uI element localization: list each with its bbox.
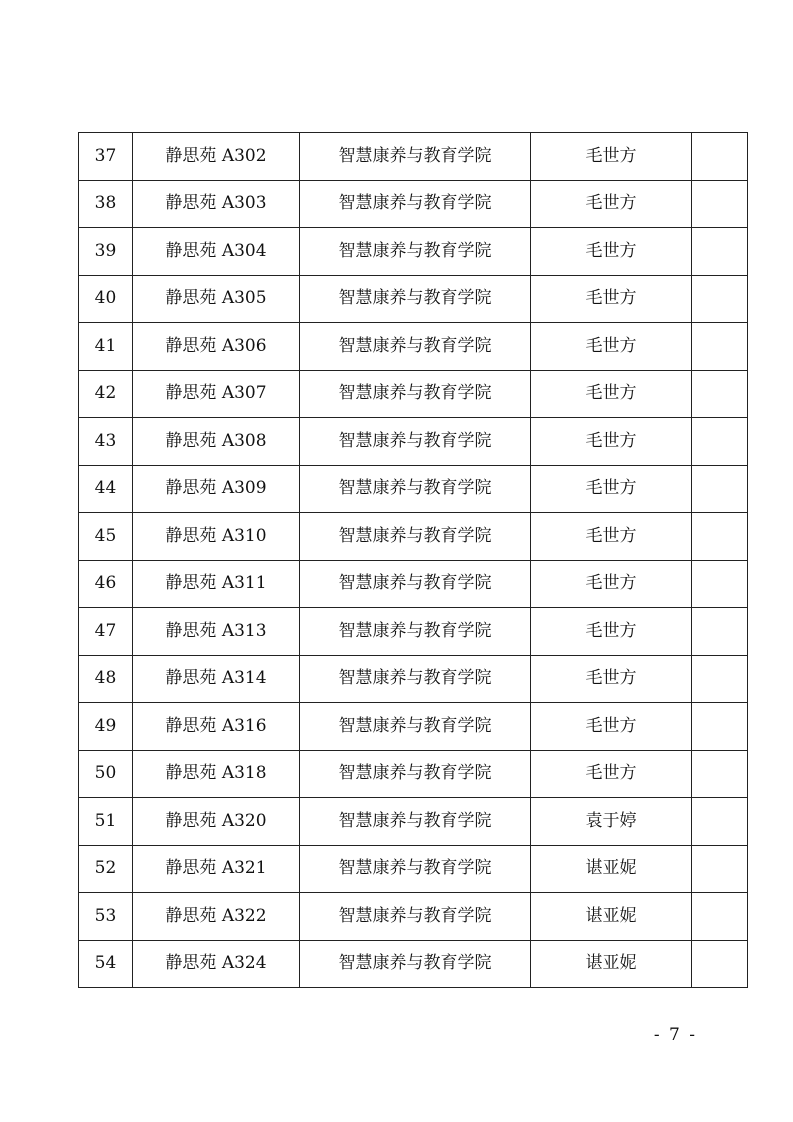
- note-cell: [692, 323, 748, 371]
- college-cell: 智慧康养与教育学院: [300, 133, 531, 181]
- person-cell: 毛世方: [531, 133, 692, 181]
- room-cell: 静思苑 A303: [133, 180, 300, 228]
- college-cell: 智慧康养与教育学院: [300, 608, 531, 656]
- college-cell: 智慧康养与教育学院: [300, 703, 531, 751]
- college-cell: 智慧康养与教育学院: [300, 893, 531, 941]
- person-cell: 毛世方: [531, 560, 692, 608]
- room-cell: 静思苑 A321: [133, 845, 300, 893]
- row-number-cell: 40: [79, 275, 133, 323]
- room-cell: 静思苑 A316: [133, 703, 300, 751]
- note-cell: [692, 465, 748, 513]
- table-row: [79, 845, 748, 893]
- person-cell: 谌亚妮: [531, 893, 692, 941]
- college-cell: 智慧康养与教育学院: [300, 940, 531, 988]
- room-cell: 静思苑 A313: [133, 608, 300, 656]
- note-cell: [692, 513, 748, 561]
- college-cell: 智慧康养与教育学院: [300, 750, 531, 798]
- row-number-cell: 53: [79, 893, 133, 941]
- person-cell: 毛世方: [531, 418, 692, 466]
- college-cell: 智慧康养与教育学院: [300, 275, 531, 323]
- person-cell: 袁于婷: [531, 798, 692, 846]
- row-number-cell: 46: [79, 560, 133, 608]
- note-cell: [692, 608, 748, 656]
- note-cell: [692, 418, 748, 466]
- note-cell: [692, 893, 748, 941]
- room-cell: 静思苑 A307: [133, 370, 300, 418]
- table-row: [79, 133, 748, 181]
- room-cell: 静思苑 A306: [133, 323, 300, 371]
- person-cell: 毛世方: [531, 228, 692, 276]
- note-cell: [692, 275, 748, 323]
- table-row: [79, 893, 748, 941]
- college-cell: 智慧康养与教育学院: [300, 798, 531, 846]
- row-number-cell: 48: [79, 655, 133, 703]
- note-cell: [692, 750, 748, 798]
- note-cell: [692, 940, 748, 988]
- room-cell: 静思苑 A309: [133, 465, 300, 513]
- room-cell: 静思苑 A305: [133, 275, 300, 323]
- row-number-cell: 37: [79, 133, 133, 181]
- note-cell: [692, 845, 748, 893]
- room-cell: 静思苑 A311: [133, 560, 300, 608]
- row-number-cell: 47: [79, 608, 133, 656]
- table-row: [79, 703, 748, 751]
- table-row: [79, 465, 748, 513]
- room-cell: 静思苑 A320: [133, 798, 300, 846]
- note-cell: [692, 560, 748, 608]
- table-row: [79, 275, 748, 323]
- room-cell: 静思苑 A310: [133, 513, 300, 561]
- person-cell: 毛世方: [531, 655, 692, 703]
- college-cell: 智慧康养与教育学院: [300, 370, 531, 418]
- person-cell: 毛世方: [531, 608, 692, 656]
- table-row: [79, 655, 748, 703]
- row-number-cell: 42: [79, 370, 133, 418]
- room-cell: 静思苑 A322: [133, 893, 300, 941]
- table-row: [79, 418, 748, 466]
- row-number-cell: 44: [79, 465, 133, 513]
- person-cell: 毛世方: [531, 323, 692, 371]
- room-cell: 静思苑 A324: [133, 940, 300, 988]
- table-body: [79, 133, 748, 988]
- table-row: [79, 323, 748, 371]
- row-number-cell: 41: [79, 323, 133, 371]
- room-cell: 静思苑 A302: [133, 133, 300, 181]
- table-row: [79, 940, 748, 988]
- row-number-cell: 38: [79, 180, 133, 228]
- college-cell: 智慧康养与教育学院: [300, 323, 531, 371]
- table-row: [79, 750, 748, 798]
- row-number-cell: 49: [79, 703, 133, 751]
- room-cell: 静思苑 A308: [133, 418, 300, 466]
- note-cell: [692, 180, 748, 228]
- note-cell: [692, 798, 748, 846]
- person-cell: 毛世方: [531, 513, 692, 561]
- row-number-cell: 51: [79, 798, 133, 846]
- row-number-cell: 43: [79, 418, 133, 466]
- college-cell: 智慧康养与教育学院: [300, 418, 531, 466]
- person-cell: 毛世方: [531, 465, 692, 513]
- college-cell: 智慧康养与教育学院: [300, 180, 531, 228]
- room-cell: 静思苑 A318: [133, 750, 300, 798]
- table-row: [79, 560, 748, 608]
- person-cell: 毛世方: [531, 370, 692, 418]
- note-cell: [692, 370, 748, 418]
- person-cell: 毛世方: [531, 703, 692, 751]
- note-cell: [692, 228, 748, 276]
- college-cell: 智慧康养与教育学院: [300, 560, 531, 608]
- row-number-cell: 45: [79, 513, 133, 561]
- person-cell: 毛世方: [531, 275, 692, 323]
- college-cell: 智慧康养与教育学院: [300, 845, 531, 893]
- college-cell: 智慧康养与教育学院: [300, 513, 531, 561]
- page-number: - 7 -: [653, 1025, 697, 1045]
- room-cell: 静思苑 A304: [133, 228, 300, 276]
- table-row: [79, 370, 748, 418]
- college-cell: 智慧康养与教育学院: [300, 465, 531, 513]
- person-cell: 毛世方: [531, 750, 692, 798]
- row-number-cell: 39: [79, 228, 133, 276]
- note-cell: [692, 133, 748, 181]
- table-row: [79, 228, 748, 276]
- row-number-cell: 50: [79, 750, 133, 798]
- college-cell: 智慧康养与教育学院: [300, 228, 531, 276]
- person-cell: 谌亚妮: [531, 845, 692, 893]
- table-row: [79, 513, 748, 561]
- note-cell: [692, 655, 748, 703]
- row-number-cell: 54: [79, 940, 133, 988]
- college-cell: 智慧康养与教育学院: [300, 655, 531, 703]
- person-cell: 毛世方: [531, 180, 692, 228]
- table-row: [79, 180, 748, 228]
- person-cell: 谌亚妮: [531, 940, 692, 988]
- table-row: [79, 608, 748, 656]
- table-row: [79, 798, 748, 846]
- row-number-cell: 52: [79, 845, 133, 893]
- dormitory-table: [78, 132, 748, 988]
- room-cell: 静思苑 A314: [133, 655, 300, 703]
- note-cell: [692, 703, 748, 751]
